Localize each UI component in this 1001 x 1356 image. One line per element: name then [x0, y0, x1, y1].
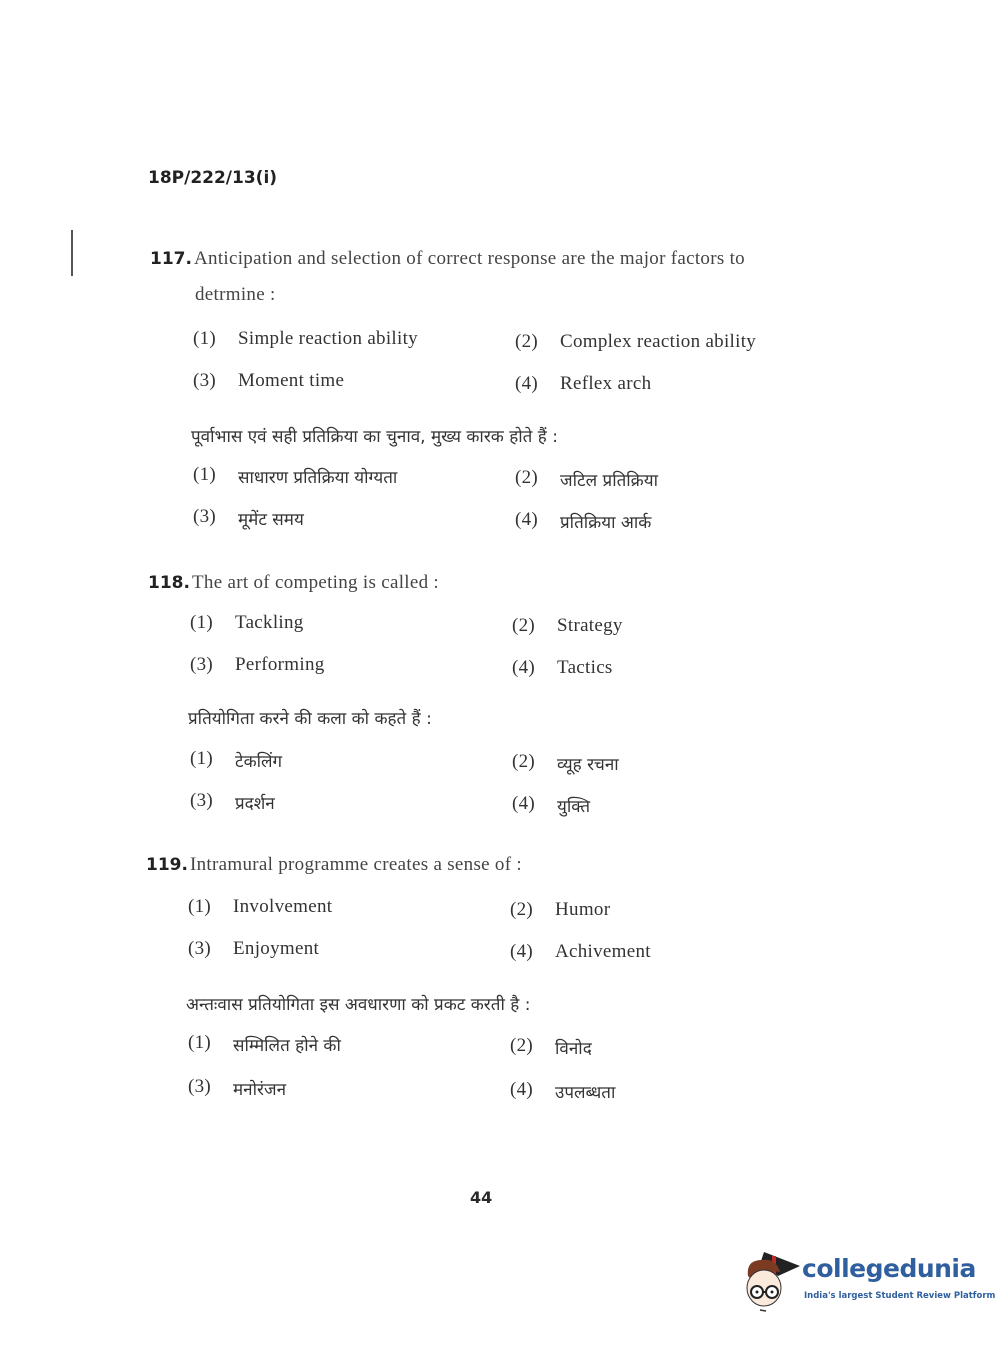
option-text-hindi: सम्मिलित होने की — [233, 1036, 341, 1056]
option-text: Reflex arch — [560, 373, 652, 394]
question-text-hindi: अन्तःवास प्रतियोगिता इस अवधारणा को प्रकट करती है : — [186, 995, 531, 1015]
option-text: Tactics — [557, 657, 613, 678]
option-text: Achivement — [555, 941, 651, 962]
option-number-hindi: (4) — [510, 1079, 534, 1100]
option-number: (4) — [512, 657, 536, 678]
option-text-hindi: व्यूह रचना — [557, 755, 619, 775]
option-number: (1) — [190, 612, 214, 633]
brand-tagline: India's largest Student Review Platform — [804, 1291, 996, 1301]
question-text: Anticipation and selection of correct response are the major factors to — [194, 248, 745, 269]
option-number: (2) — [515, 331, 539, 352]
option-text: Complex reaction ability — [560, 331, 757, 352]
option-text-hindi: टेकलिंग — [235, 752, 283, 772]
option-text-hindi: मूमेंट समय — [238, 510, 304, 530]
option-text-hindi: विनोद — [555, 1039, 592, 1059]
option-text-hindi: प्रदर्शन — [235, 794, 275, 814]
option-text: Performing — [235, 654, 325, 675]
option-number-hindi: (1) — [188, 1032, 212, 1053]
option-number-hindi: (3) — [190, 790, 214, 811]
option-text: Enjoyment — [233, 938, 320, 959]
option-text: Simple reaction ability — [238, 328, 418, 349]
question-text: detrmine : — [195, 284, 276, 305]
question-number: 118. — [148, 573, 190, 593]
option-text: Moment time — [238, 370, 345, 391]
option-number-hindi: (1) — [190, 748, 214, 769]
brand-name: collegedunia — [802, 1254, 976, 1283]
option-number-hindi: (3) — [188, 1076, 212, 1097]
option-text-hindi: उपलब्धता — [555, 1083, 616, 1103]
option-number: (3) — [188, 938, 212, 959]
option-text: Involvement — [233, 896, 333, 917]
mascot-icon — [742, 1248, 802, 1312]
option-text: Strategy — [557, 615, 623, 636]
question-number: 117. — [150, 249, 192, 269]
option-number-hindi: (2) — [510, 1035, 534, 1056]
option-text-hindi: प्रतिक्रिया आर्क — [560, 513, 652, 533]
option-text-hindi: युक्ति — [557, 797, 591, 817]
option-number-hindi: (3) — [193, 506, 217, 527]
option-number-hindi: (1) — [193, 464, 217, 485]
option-number: (3) — [190, 654, 214, 675]
collegedunia-logo — [742, 1248, 996, 1312]
option-number-hindi: (4) — [512, 793, 536, 814]
question-number: 119. — [146, 855, 188, 875]
option-text-hindi: मनोरंजन — [233, 1080, 287, 1100]
option-number-hindi: (4) — [515, 509, 539, 530]
option-number: (1) — [188, 896, 212, 917]
option-text: Tackling — [235, 612, 304, 633]
option-number-hindi: (2) — [512, 751, 536, 772]
option-number: (4) — [515, 373, 539, 394]
page-number: 44 — [470, 1188, 493, 1207]
margin-mark — [71, 230, 73, 276]
option-text: Humor — [555, 899, 611, 920]
question-text: The art of competing is called : — [192, 572, 440, 593]
option-number-hindi: (2) — [515, 467, 539, 488]
option-number: (1) — [193, 328, 217, 349]
option-number: (3) — [193, 370, 217, 391]
option-number: (2) — [510, 899, 534, 920]
paper-code: 18P/222/13(i) — [148, 168, 278, 188]
question-text: Intramural programme creates a sense of : — [190, 854, 522, 875]
question-text-hindi: प्रतियोगिता करने की कला को कहते हैं : — [188, 709, 432, 729]
question-text-hindi: पूर्वाभास एवं सही प्रतिक्रिया का चुनाव, मुख्य कारक होते हैं : — [191, 427, 558, 447]
option-text-hindi: साधारण प्रतिक्रिया योग्यता — [238, 468, 398, 488]
option-number: (4) — [510, 941, 534, 962]
option-text-hindi: जटिल प्रतिक्रिया — [560, 471, 659, 491]
option-number: (2) — [512, 615, 536, 636]
